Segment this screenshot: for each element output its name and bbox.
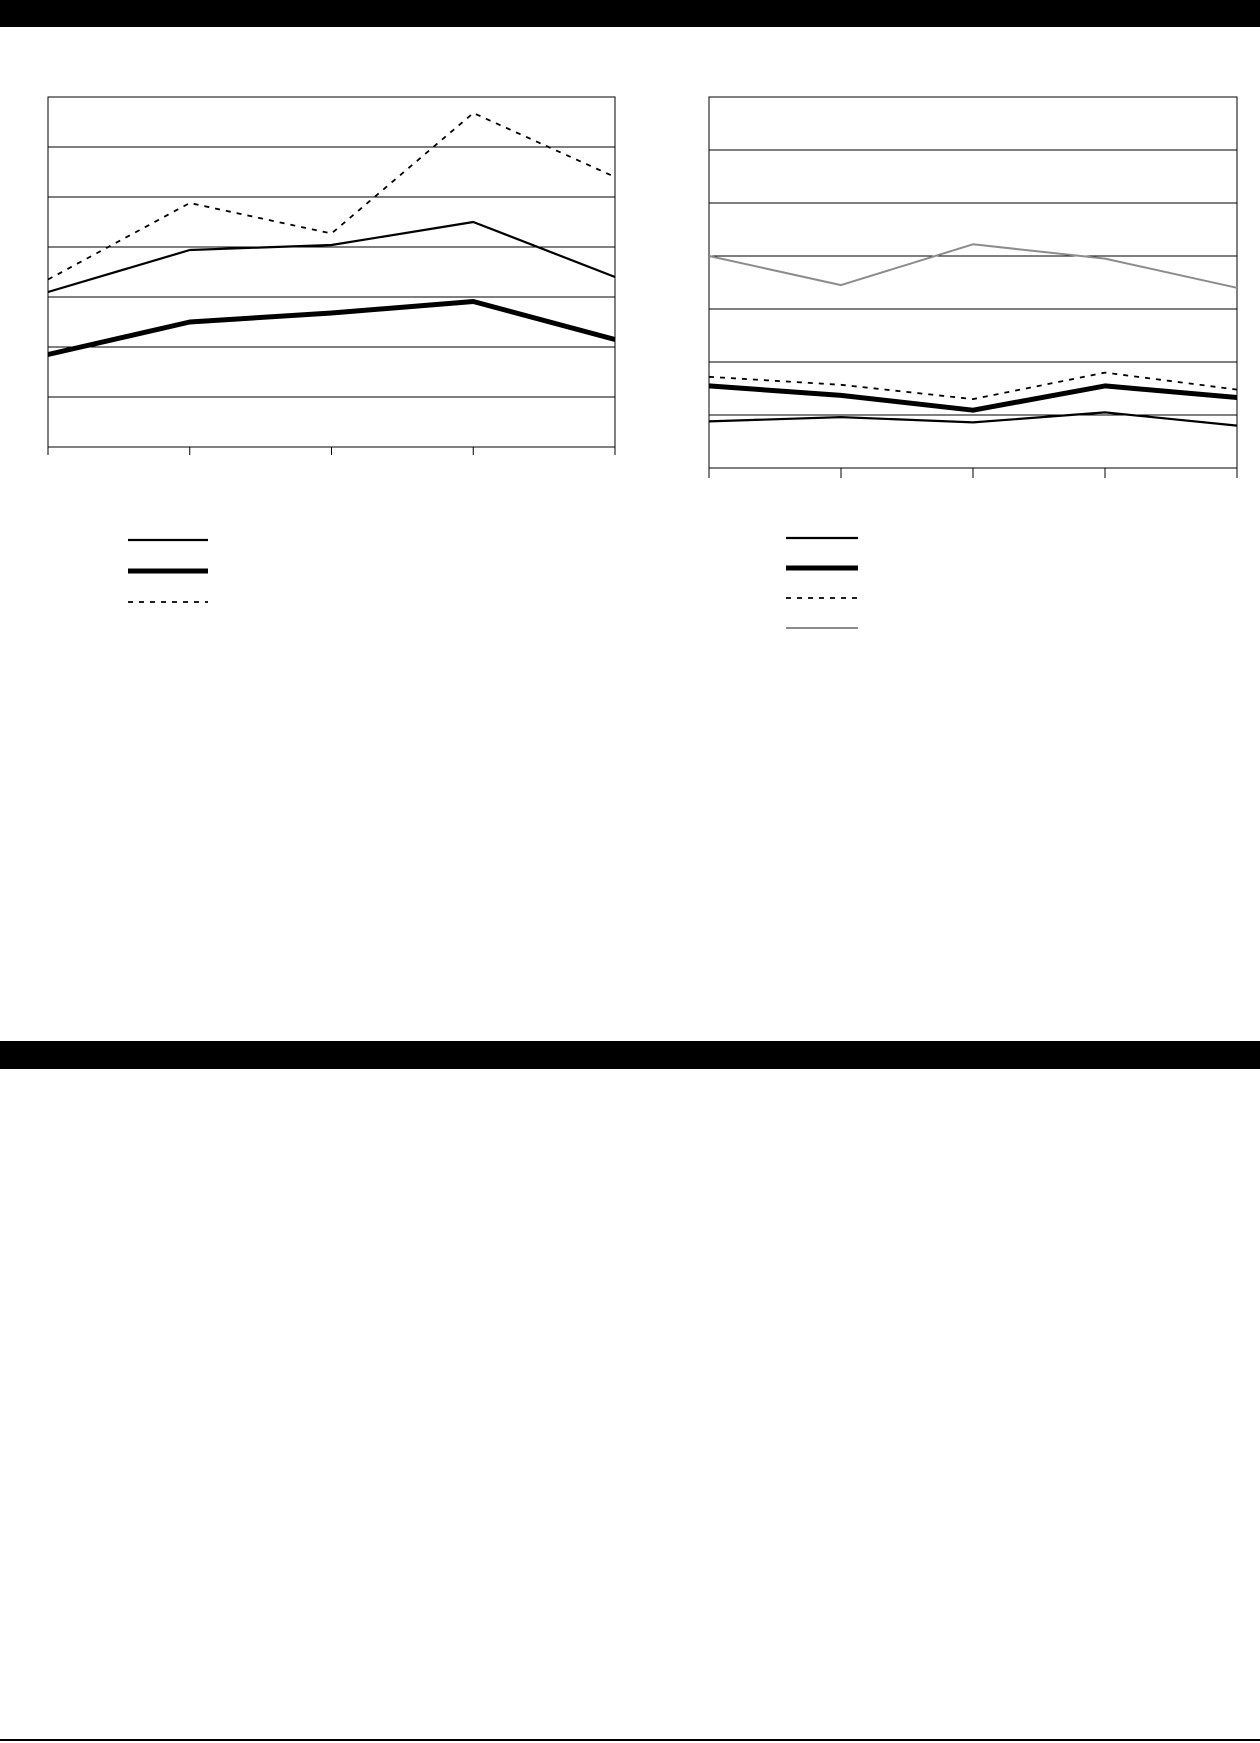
- chart-2: [709, 97, 1237, 628]
- line-charts-figure: [0, 0, 1260, 700]
- series-line-3: [48, 113, 615, 280]
- plot-area-frame: [48, 97, 615, 447]
- series-line-2: [709, 386, 1237, 410]
- series-line-4: [709, 244, 1237, 287]
- chart-1: [48, 97, 615, 602]
- series-line-3: [709, 373, 1237, 400]
- section-divider-bar: [0, 1041, 1260, 1069]
- series-line-1: [48, 222, 615, 292]
- footer-rule: [0, 1739, 1260, 1741]
- series-line-1: [709, 412, 1237, 425]
